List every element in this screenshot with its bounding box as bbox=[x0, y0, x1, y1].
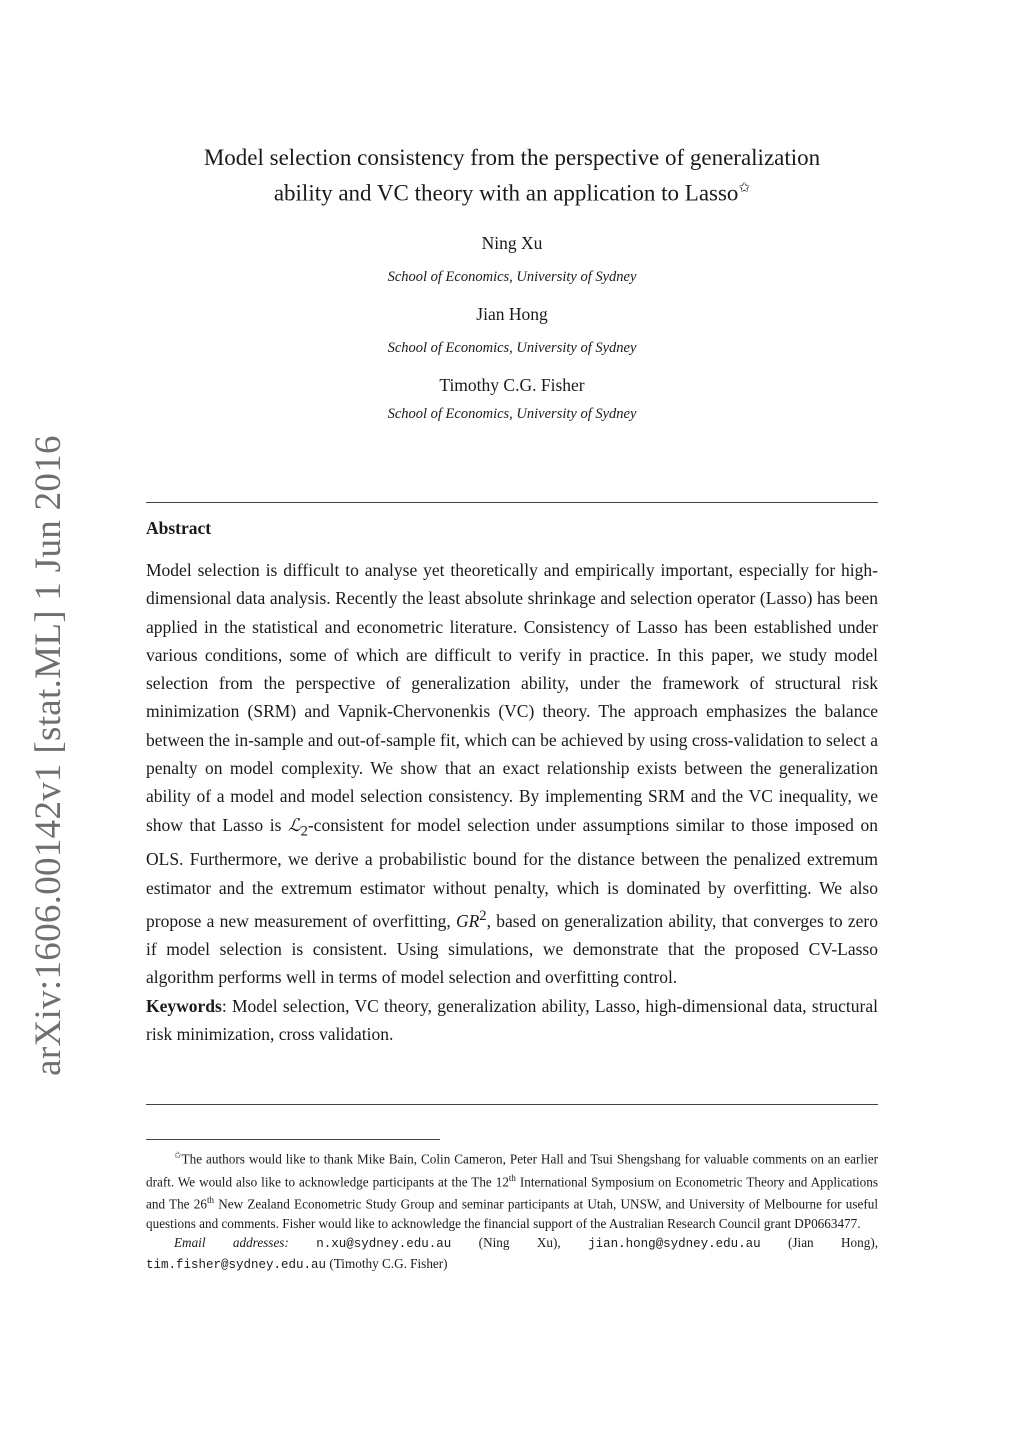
author-name-1: Ning Xu bbox=[481, 233, 543, 253]
footnote bbox=[146, 1146, 878, 1275]
gr-symbol: GR bbox=[455, 910, 480, 931]
footnote-text-part-2: International Symposium on Econometric Theory and Applications and The 26 bbox=[146, 1173, 878, 1212]
email-link-ning-xu[interactable]: n.xu@sydney.edu.au bbox=[316, 1236, 452, 1251]
abstract-body bbox=[146, 556, 878, 1048]
email-owner-ning-xu: (Ning Xu), bbox=[478, 1234, 561, 1250]
footnote-rule bbox=[146, 1139, 440, 1140]
l2-symbol: ℒ bbox=[287, 814, 301, 835]
email-owner-jian-hong: (Jian Hong), bbox=[788, 1234, 879, 1250]
email-link-timothy-fisher[interactable]: tim.fisher@sydney.edu.au bbox=[146, 1258, 327, 1273]
arxiv-identifier-text: arXiv:1606.00142v1 [stat.ML] 1 Jun 2016 bbox=[27, 434, 69, 1076]
abstract-text-part-2: -consistent for model selection under assumptions similar to those imposed on OLS. Furthermore, we derive a probabilistic bound for the distance between the penalized extremum estimator and the extremum estimator without penalty, which is dominated by overfitting. We also propose a new measurement of overfitting, bbox=[146, 814, 878, 931]
title-footnote-mark: ✩ bbox=[738, 181, 751, 196]
arxiv-identifier-stamp bbox=[27, 434, 69, 1076]
abstract-top-rule bbox=[146, 502, 878, 503]
footnote-emails bbox=[146, 1233, 878, 1275]
title-line-2 bbox=[146, 173, 878, 209]
l2-subscript: 2 bbox=[300, 823, 308, 840]
keywords-text: : Model selection, VC theory, generalization ability, Lasso, high-dimensional data, structural risk minimization, cross validation. bbox=[146, 995, 878, 1045]
abstract-text-part-3: , based on generalization ability, that converges to zero if model selection is consistent. Using simulations, we demonstrate that the proposed CV-Lasso algorithm performs well in terms of model selection and overfitting control. bbox=[146, 910, 878, 988]
author-name-2: Jian Hong bbox=[476, 304, 548, 324]
keywords-paragraph bbox=[146, 992, 878, 1049]
footnote-superscript-1: th bbox=[508, 1172, 516, 1183]
footnote-text-part-3: New Zealand Econometric Study Group and seminar participants at Utah, UNSW, and University of Melbourne for useful questions and comments. Fisher would like to acknowledge the financial support of the Australian Research Council grant DP0663477. bbox=[146, 1196, 878, 1231]
email-addresses-label: Email addresses: bbox=[174, 1234, 289, 1250]
author-affiliation-3: School of Economics, University of Sydney bbox=[387, 406, 637, 422]
footnote-text-part-1: The authors would like to thank Mike Bain, Colin Cameron, Peter Hall and Tsui Shengshang for valuable comments on an earlier draft. We would also like to acknowledge participants at the The 12 bbox=[146, 1151, 878, 1189]
title-line-1: Model selection consistency from the perspective of generalization bbox=[203, 145, 821, 170]
abstract-heading: Abstract bbox=[146, 518, 212, 538]
email-link-jian-hong[interactable]: jian.hong@sydney.edu.au bbox=[588, 1236, 761, 1251]
abstract-bottom-rule bbox=[146, 1104, 878, 1105]
abstract-paragraph bbox=[146, 556, 878, 992]
footnote-acknowledgement bbox=[146, 1146, 878, 1233]
author-affiliation-1: School of Economics, University of Sydney bbox=[387, 269, 637, 285]
author-name-3: Timothy C.G. Fisher bbox=[439, 375, 585, 395]
keywords-label: Keywords bbox=[146, 995, 222, 1016]
footnote-superscript-2: th bbox=[206, 1195, 214, 1206]
paper-title bbox=[146, 142, 878, 209]
abstract-text-part-1: Model selection is difficult to analyse yet theoretically and empirically important, especially for high-dimensional data analysis. Recently the least absolute shrinkage and selection operator (Lasso) has been applied in the statistical and econometric literature. Consistency of Lasso has been established under various conditions, some of which are difficult to verify in practice. In this paper, we study model selection from the perspective of generalization ability, under the framework of structural risk minimization (SRM) and Vapnik-Chervonenkis (VC) theory. The approach emphasizes the balance between the in-sample and out-of-sample fit, which can be achieved by using cross-validation to select a penalty on model complexity. We show that an exact relationship exists between the generalization ability of a model and model selection consistency. By implementing SRM and the VC inequality, we show that Lasso is bbox=[146, 560, 878, 835]
footnote-mark: ✩ bbox=[174, 1150, 182, 1160]
gr-superscript: 2 bbox=[479, 908, 487, 925]
title-line-2-text: ability and VC theory with an application to Lasso bbox=[273, 180, 739, 206]
author-affiliation-2: School of Economics, University of Sydney bbox=[387, 340, 637, 356]
email-owner-timothy-fisher: (Timothy C.G. Fisher) bbox=[329, 1256, 448, 1272]
